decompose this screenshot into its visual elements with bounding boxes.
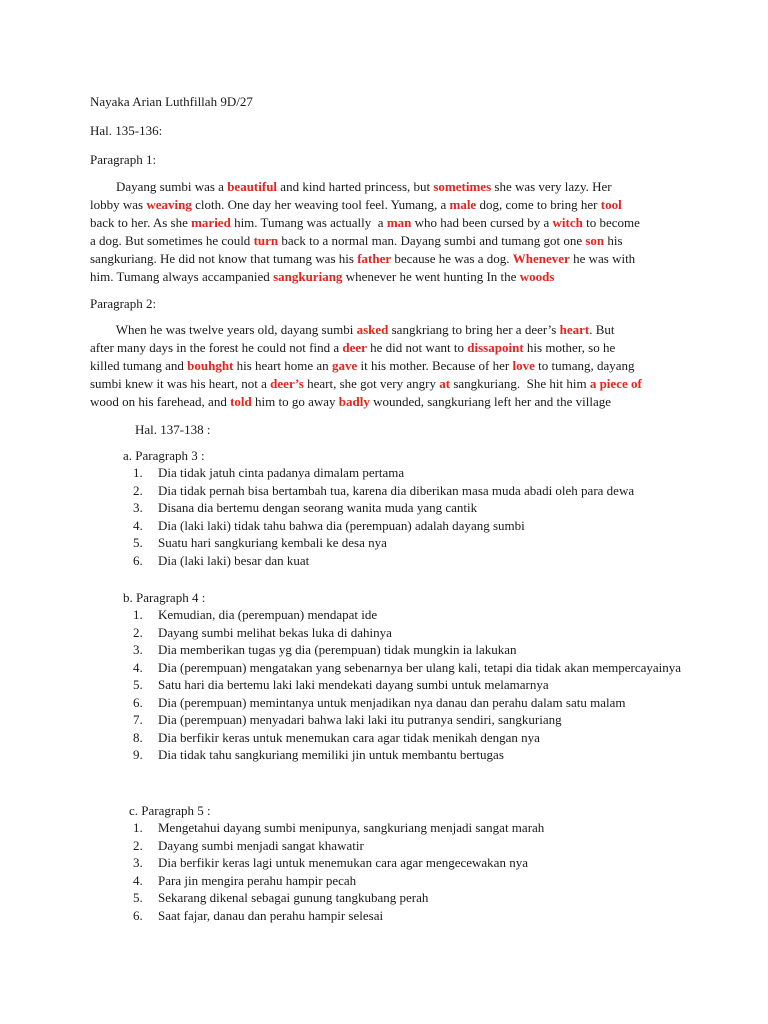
list-item-number: 4. xyxy=(133,872,143,888)
list-item xyxy=(133,606,713,624)
text-run: who had been cursed by a xyxy=(411,215,553,230)
text-run: When he was twelve years old, dayang sumbi xyxy=(90,322,357,337)
section-c-label: c. Paragraph 5 : xyxy=(129,803,211,818)
list-item-text: Dayang sumbi melihat bekas luka di dahinya xyxy=(158,624,392,640)
list-item-number: 9. xyxy=(133,747,143,762)
list-item xyxy=(133,464,713,482)
list-item-text: Kemudian, dia (perempuan) mendapat ide xyxy=(158,607,378,622)
paragraph-line xyxy=(90,214,690,232)
list-item xyxy=(133,499,713,517)
paragraph-line xyxy=(90,232,690,250)
highlighted-word: tool xyxy=(600,197,622,212)
text-run: wounded, sangkuriang left her and the village xyxy=(369,394,611,409)
text-run: wood on his farehead, and xyxy=(90,394,231,409)
list-item-text: Dia (perempuan) mengatakan yang sebenarnya ber ulang kali, tetapi dia tidak akan mempercayainya xyxy=(158,659,682,675)
list-item-text: Dia (laki laki) tidak tahu bahwa dia (perempuan) adalah dayang sumbi xyxy=(158,517,525,533)
highlighted-word: male xyxy=(449,197,477,212)
list-item-text: Dia (perempuan) menyadari bahwa laki laki itu putranya sendiri, sangkuriang xyxy=(158,712,562,727)
text-run: a dog. But sometimes he could xyxy=(90,233,254,248)
text-run: she was very lazy. Her xyxy=(491,179,612,194)
list-item-text: Mengetahui dayang sumbi menipunya, sangkuriang menjadi sangat marah xyxy=(158,820,545,835)
section-a-list xyxy=(133,464,713,569)
list-item-text: Dia berfikir keras lagi untuk menemukan cara agar mengecewakan nya xyxy=(158,855,528,870)
text-run: his heart home an xyxy=(233,358,332,373)
list-item xyxy=(133,482,713,500)
list-item-number: 3. xyxy=(133,500,143,515)
list-item-number: 7. xyxy=(133,712,143,727)
list-item-number: 1. xyxy=(133,607,143,622)
highlighted-word: told xyxy=(230,394,252,409)
list-item xyxy=(133,872,713,890)
list-item xyxy=(133,517,713,535)
text-run: he was with xyxy=(569,251,636,266)
list-item xyxy=(133,907,713,925)
list-item-number: 5. xyxy=(133,677,143,692)
list-item-text: Disana dia bertemu dengan seorang wanita muda yang cantik xyxy=(158,500,478,515)
list-item xyxy=(133,552,713,570)
paragraph-line xyxy=(90,339,690,357)
list-item-number: 1. xyxy=(133,820,143,835)
list-item-number: 8. xyxy=(133,729,143,745)
text-run: him. Tumang was actually a xyxy=(230,215,387,230)
highlighted-word: heart xyxy=(559,322,590,337)
paragraph-line xyxy=(90,268,690,286)
text-run: it his mother. Because of her xyxy=(357,358,513,373)
text-run: him. Tumang always accampanied xyxy=(90,269,274,284)
highlighted-word: asked xyxy=(356,322,389,337)
list-item-number: 6. xyxy=(133,552,143,568)
list-item-text: Dia tidak jatuh cinta padanya dimalam pertama xyxy=(158,465,405,480)
list-item-text: Para jin mengira perahu hampir pecah xyxy=(158,872,357,888)
highlighted-word: badly xyxy=(338,394,370,409)
text-run: sumbi knew it was his heart, not a xyxy=(90,376,271,391)
paragraph-line xyxy=(90,321,690,339)
list-item xyxy=(133,889,713,907)
list-item xyxy=(133,819,713,837)
list-item-number: 6. xyxy=(133,907,143,923)
author-line: Nayaka Arian Luthfillah 9D/27 xyxy=(90,94,253,109)
highlighted-word: weaving xyxy=(146,197,192,212)
list-item xyxy=(133,837,713,855)
page-range-1: Hal. 135-136: xyxy=(90,123,163,138)
section-b-label: b. Paragraph 4 : xyxy=(123,590,206,605)
text-run: dog, come to bring her xyxy=(476,197,601,212)
paragraph-2-body xyxy=(90,321,690,411)
text-run: to become xyxy=(582,215,640,230)
paragraph-2-heading: Paragraph 2: xyxy=(90,296,157,311)
list-item-text: Dia berfikir keras untuk menemukan cara agar tidak menikah dengan nya xyxy=(158,729,540,745)
highlighted-word: deer’s xyxy=(270,376,304,391)
highlighted-word: at xyxy=(439,376,451,391)
list-item-number: 6. xyxy=(133,694,143,710)
page-range-2: Hal. 137-138 : xyxy=(135,422,211,437)
list-item xyxy=(133,729,713,747)
list-item-number: 4. xyxy=(133,659,143,675)
text-run: him to go away xyxy=(251,394,339,409)
paragraph-line xyxy=(90,250,690,268)
list-item xyxy=(133,534,713,552)
text-run: back to her. As she xyxy=(90,215,192,230)
list-item-number: 5. xyxy=(133,890,143,905)
list-item-text: Dia memberikan tugas yg dia (perempuan) tidak mungkin ia lakukan xyxy=(158,642,517,657)
paragraph-line xyxy=(90,178,690,196)
highlighted-word: a piece of xyxy=(589,376,642,391)
list-item-text: Satu hari dia bertemu laki laki mendekati dayang sumbi untuk melamarnya xyxy=(158,677,549,692)
list-item-number: 2. xyxy=(133,482,143,498)
list-item-number: 3. xyxy=(133,855,143,870)
highlighted-word: beautiful xyxy=(227,179,278,194)
paragraph-line xyxy=(90,357,690,375)
highlighted-word: gave xyxy=(331,358,358,373)
text-run: Dayang sumbi was a xyxy=(90,179,228,194)
list-item-text: Dayang sumbi menjadi sangat khawatir xyxy=(158,837,364,853)
section-b-list xyxy=(133,606,713,764)
highlighted-word: sometimes xyxy=(433,179,492,194)
list-item-text: Saat fajar, danau dan perahu hampir selesai xyxy=(158,907,384,923)
section-c-list xyxy=(133,819,713,924)
highlighted-word: bouhght xyxy=(187,358,234,373)
highlighted-word: Whenever xyxy=(512,251,570,266)
list-item-number: 1. xyxy=(133,465,143,480)
paragraph-line xyxy=(90,196,690,214)
paragraph-line xyxy=(90,375,690,393)
text-run: sangkriang to bring her a deer’s xyxy=(388,322,560,337)
highlighted-word: sangkuriang xyxy=(273,269,343,284)
text-run: killed tumang and xyxy=(90,358,188,373)
text-run: . But xyxy=(589,322,615,337)
highlighted-word: father xyxy=(357,251,392,266)
text-run: lobby was xyxy=(90,197,147,212)
text-run: whenever he went hunting In the xyxy=(342,269,520,284)
highlighted-word: love xyxy=(512,358,535,373)
list-item-text: Suatu hari sangkuriang kembali ke desa nya xyxy=(158,535,387,550)
list-item xyxy=(133,746,713,764)
list-item xyxy=(133,659,713,677)
list-item-number: 3. xyxy=(133,642,143,657)
list-item xyxy=(133,694,713,712)
text-run: to tumang, dayang xyxy=(534,358,635,373)
highlighted-word: man xyxy=(386,215,412,230)
paragraph-1-body xyxy=(90,178,690,286)
list-item-text: Dia tidak tahu sangkuriang memiliki jin untuk membantu bertugas xyxy=(158,747,504,762)
highlighted-word: witch xyxy=(552,215,583,230)
paragraph-1-heading: Paragraph 1: xyxy=(90,152,157,167)
text-run: back to a normal man. Dayang sumbi and tumang got one xyxy=(278,233,586,248)
text-run: his xyxy=(604,233,623,248)
list-item xyxy=(133,711,713,729)
list-item-number: 5. xyxy=(133,535,143,550)
list-item-number: 2. xyxy=(133,837,143,853)
section-a-label: a. Paragraph 3 : xyxy=(123,448,205,463)
highlighted-word: deer xyxy=(342,340,367,355)
highlighted-word: son xyxy=(585,233,605,248)
list-item-number: 2. xyxy=(133,624,143,640)
list-item-text: Dia (perempuan) memintanya untuk menjadikan nya danau dan perahu dalam satu malam xyxy=(158,694,626,710)
paragraph-line xyxy=(90,393,690,411)
text-run: sangkuriang. He did not know that tumang was his xyxy=(90,251,358,266)
text-run: he did not want to xyxy=(366,340,468,355)
text-run: sangkuriang. She hit him xyxy=(450,376,590,391)
highlighted-word: maried xyxy=(191,215,231,230)
text-run: after many days in the forest he could not find a xyxy=(90,340,343,355)
list-item-text: Dia (laki laki) besar dan kuat xyxy=(158,552,310,568)
list-item-text: Dia tidak pernah bisa bertambah tua, karena dia diberikan masa muda abadi oleh para dewa xyxy=(158,482,635,498)
list-item xyxy=(133,641,713,659)
text-run: and kind harted princess, but xyxy=(277,179,434,194)
list-item-number: 4. xyxy=(133,517,143,533)
list-item xyxy=(133,624,713,642)
text-run: because he was a dog. xyxy=(391,251,513,266)
text-run: cloth. One day her weaving tool feel. Yumang, a xyxy=(191,197,450,212)
text-run: his mother, so he xyxy=(523,340,616,355)
highlighted-word: turn xyxy=(253,233,279,248)
text-run: heart, she got very angry xyxy=(303,376,440,391)
highlighted-word: dissapoint xyxy=(467,340,524,355)
list-item xyxy=(133,854,713,872)
list-item-text: Sekarang dikenal sebagai gunung tangkubang perah xyxy=(158,890,429,905)
highlighted-word: woods xyxy=(519,269,555,284)
list-item xyxy=(133,676,713,694)
